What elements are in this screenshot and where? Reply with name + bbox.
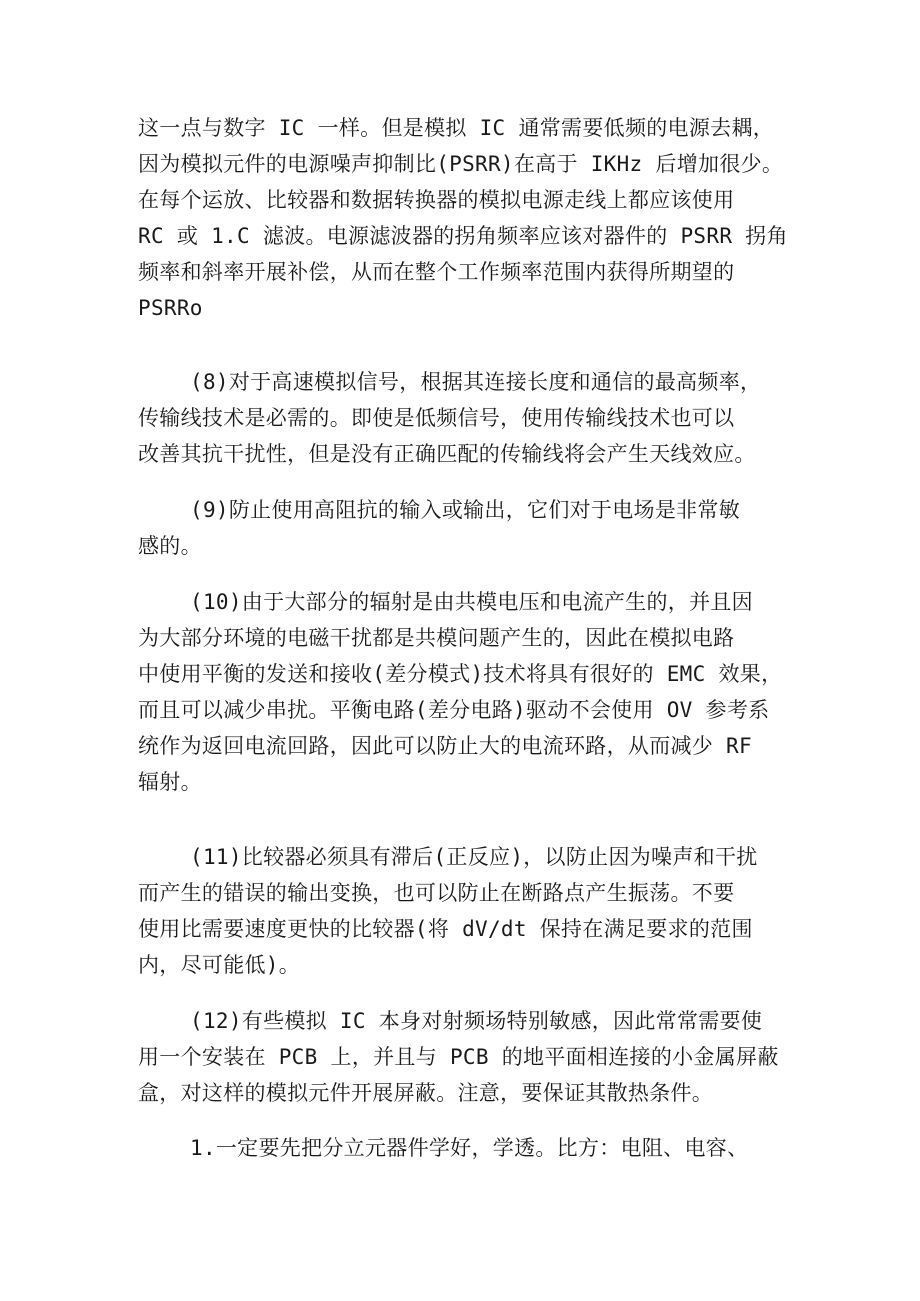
text-line: (8)对于高速模拟信号，根据其连接长度和通信的最高频率， bbox=[190, 370, 762, 394]
text-line: (10)由于大部分的辐射是由共模电压和电流产生的，并且因 bbox=[190, 590, 753, 614]
text-line: 中使用平衡的发送和接收(差分模式)技术将具有很好的 EMC 效果， bbox=[138, 662, 783, 686]
text-line: 这一点与数字 IC 一样。但是模拟 IC 通常需要低频的电源去耦， bbox=[138, 116, 775, 140]
paragraph-item-11 bbox=[138, 839, 810, 983]
text-line: (9)防止使用高阻抗的输入或输出，它们对于电场是非常敏 bbox=[190, 498, 741, 522]
paragraph-item-12 bbox=[138, 1003, 810, 1111]
text-line: 频率和斜率开展补偿，从而在整个工作频率范围内获得所期望的 bbox=[138, 260, 735, 284]
text-line: (12)有些模拟 IC 本身对射频场特别敏感，因此常常需要使 bbox=[190, 1009, 763, 1033]
text-line: 在每个运放、比较器和数据转换器的模拟电源走线上都应该使用 bbox=[138, 188, 735, 212]
text-line: 辐射。 bbox=[138, 770, 202, 794]
text-line: 统作为返回电流回路，因此可以防止大的电流环路，从而减少 RF bbox=[138, 734, 752, 758]
text-line: 盒，对这样的模拟元件开展屏蔽。注意，要保证其散热条件。 bbox=[138, 1081, 714, 1105]
text-line: 改善其抗干扰性，但是没有正确匹配的传输线将会产生天线效应。 bbox=[138, 442, 756, 466]
text-line: 因为模拟元件的电源噪声抑制比(PSRR)在高于 IKHz 后增加很少。 bbox=[138, 152, 784, 176]
text-line: 1.一定要先把分立元器件学好，学透。比方：电阻、电容、 bbox=[190, 1136, 749, 1160]
text-line: 而产生的错误的输出变换，也可以防止在断路点产生振荡。不要 bbox=[138, 881, 735, 905]
text-line: PSRRo bbox=[138, 296, 203, 320]
paragraph-psrr-filtering bbox=[138, 110, 810, 326]
text-line: 为大部分环境的电磁干扰都是共模问题产生的，因此在模拟电路 bbox=[138, 626, 735, 650]
text-line: 传输线技术是必需的。即使是低频信号，使用传输线技术也可以 bbox=[138, 406, 735, 430]
text-line: 感的。 bbox=[138, 534, 202, 558]
paragraph-item-10 bbox=[138, 584, 810, 800]
text-line: 内，尽可能低)。 bbox=[138, 953, 301, 977]
text-line: (11)比较器必须具有滞后(正反应)，以防止因为噪声和干扰 bbox=[190, 845, 758, 869]
paragraph-item-8 bbox=[138, 364, 810, 472]
paragraph-item-9 bbox=[138, 492, 810, 564]
text-line: 使用比需要速度更快的比较器(将 dV/dt 保持在满足要求的范围 bbox=[138, 917, 753, 941]
text-line: RC 或 1.C 滤波。电源滤波器的拐角频率应该对器件的 PSRR 拐角 bbox=[138, 224, 788, 248]
paragraph-numbered-1 bbox=[138, 1130, 810, 1166]
text-line: 用一个安装在 PCB 上，并且与 PCB 的地平面相连接的小金属屏蔽 bbox=[138, 1045, 779, 1069]
text-line: 而且可以减少串扰。平衡电路(差分电路)驱动不会使用 OV 参考系 bbox=[138, 698, 770, 722]
